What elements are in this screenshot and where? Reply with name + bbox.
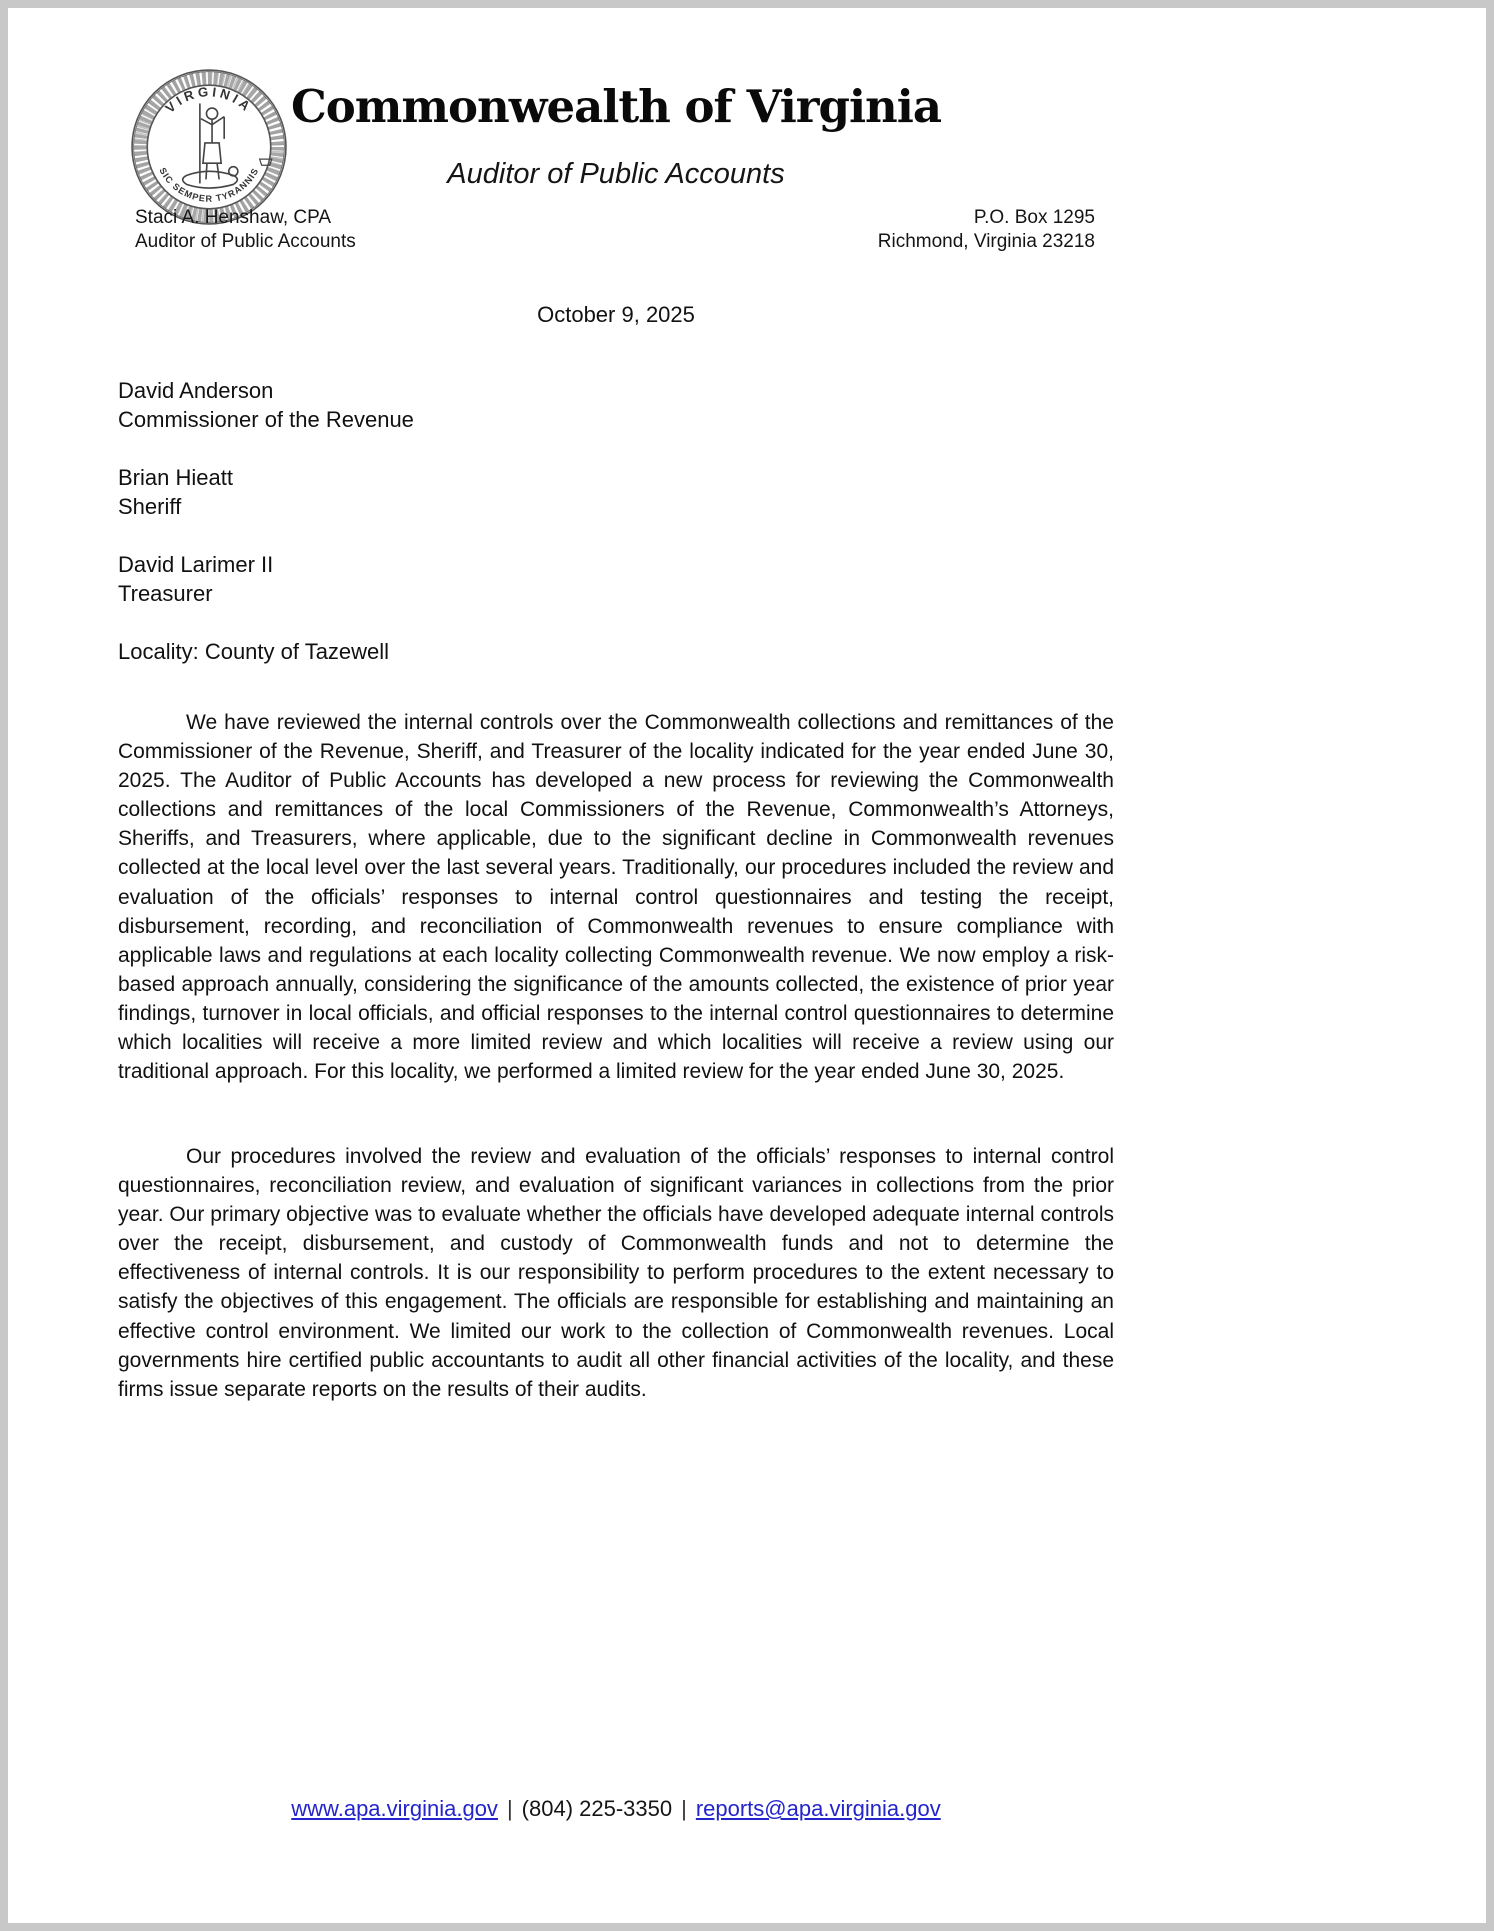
seal-bottom-text: SIC SEMPER TYRANNIS bbox=[157, 165, 261, 204]
recipient-block bbox=[118, 376, 414, 434]
address-city-state-zip: Richmond, Virginia 23218 bbox=[877, 230, 1095, 252]
recipient-name: Brian Hieatt bbox=[118, 465, 233, 490]
recipient-title: Commissioner of the Revenue bbox=[118, 407, 414, 432]
recipient-name: David Larimer II bbox=[118, 552, 274, 577]
recipient-title: Treasurer bbox=[118, 581, 213, 606]
recipient-list bbox=[118, 376, 414, 666]
email-link[interactable]: reports@apa.virginia.gov bbox=[695, 1796, 941, 1821]
footer-separator: | bbox=[506, 1796, 513, 1821]
org-title: Commonwealth of Virginia bbox=[290, 80, 942, 133]
body-paragraph-2: Our procedures involved the review and evaluation of the officials’ responses to internal control questionnaires, reconciliation review, and evaluation of significant variances in collections from the prior year. Our primary objective was to evaluate whether the officials have developed adequate internal controls over the receipt, disbursement, and custody of Commonwealth funds and not to determine the effectiveness of internal controls. It is our responsibility to perform procedures to the extent necessary to satisfy the objectives of this engagement. The officials are responsible for establishing and maintaining an effective control environment. We limited our work to the collection of Commonwealth revenues. Local governments hire certified public accountants to audit all other financial activities of the locality, and these firms issue separate reports on the results of their audits. bbox=[118, 1145, 1114, 1401]
letter-date: October 9, 2025 bbox=[537, 302, 695, 327]
letterhead-address-block bbox=[118, 206, 1095, 253]
seal-top-text: VIRGINIA bbox=[162, 84, 256, 116]
recipient-name: David Anderson bbox=[118, 378, 274, 403]
recipient-block bbox=[118, 550, 414, 608]
recipient-block bbox=[118, 463, 414, 521]
website-link[interactable]: www.apa.virginia.gov bbox=[291, 1796, 498, 1821]
official-name: Staci A. Henshaw, CPA bbox=[135, 207, 332, 228]
org-subtitle: Auditor of Public Accounts bbox=[447, 158, 785, 190]
official-title: Auditor of Public Accounts bbox=[135, 230, 356, 252]
address-po-box: P.O. Box 1295 bbox=[973, 207, 1095, 228]
locality-line: Locality: County of Tazewell bbox=[118, 639, 390, 664]
footer-separator: | bbox=[681, 1796, 687, 1821]
footer-contact-line bbox=[118, 1796, 1114, 1822]
body-paragraph-1: We have reviewed the internal controls over the Commonwealth collections and remittances of the Commissioner of the Revenue, Sheriff, and Treasurer of the locality indicated for the year ended June 30, 2025. The Auditor of Public Accounts has developed a new process for reviewing the Commonwealth collections and remittances of the local Commissioners of the Revenue, Commonwealth’s Attorneys, Sheriffs, and Treasurers, where applicable, due to the significant decline in Commonwealth revenues collected at the local level over the last several years. Traditionally, our procedures included the review and evaluation of the officials’ responses to internal control questionnaires and testing the receipt, disbursement, recording, and reconciliation of Commonwealth revenues to ensure compliance with applicable laws and regulations at each locality collecting Commonwealth revenue. We now employ a risk-based approach annually, considering the significance of the amounts collected, the existence of prior year findings, turnover in local officials, and official responses to the internal control questionnaires to determine which localities will receive a more limited review and which localities will receive a review using our traditional approach. For this locality, we performed a limited review for the year ended June 30, 2025. bbox=[118, 711, 1114, 1084]
recipient-title: Sheriff bbox=[118, 494, 182, 519]
phone-number: (804) 225-3350 bbox=[521, 1796, 673, 1821]
